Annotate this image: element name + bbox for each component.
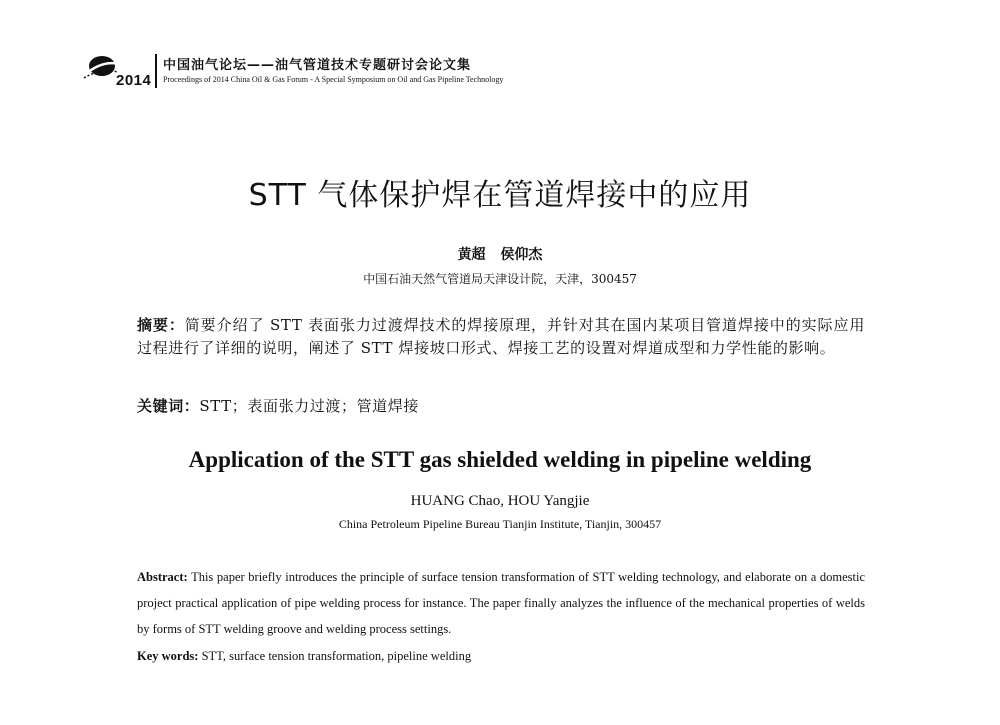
authors-cn: 黄超 侯仰杰 xyxy=(457,247,543,263)
abstract-cn xyxy=(137,314,865,360)
affiliation-en: China Petroleum Pipeline Bureau Tianjin Institute, Tianjin, 300457 xyxy=(338,517,662,531)
proceedings-header xyxy=(82,50,642,92)
header-divider xyxy=(155,54,157,88)
keywords-cn xyxy=(137,395,865,418)
abstract-text-cn: 简要介绍了 STT 表面张力过渡焊技术的焊接原理，并针对其在国内某项目管道焊接中的实际应用过程进行了详细的说明，阐述了 STT 焊接坡口形式、焊接工艺的设置对焊道成型和力学性能的影响。 xyxy=(137,316,865,357)
proceedings-year: 2014 xyxy=(116,72,152,89)
affiliation-cn: 中国石油天然气管道局天津设计院，天津，300457 xyxy=(363,272,637,286)
keywords-label-en: Key words: xyxy=(137,649,199,663)
keywords-text-cn: STT；表面张力过渡；管道焊接 xyxy=(199,397,419,415)
authors-en: HUANG Chao, HOU Yangjie xyxy=(410,493,590,509)
keywords-text-en: STT, surface tension transformation, pipeline welding xyxy=(201,649,472,663)
keywords-en xyxy=(137,646,865,666)
abstract-text-en: This paper briefly introduces the principle of surface tension transformation of STT welding technology, and elaborate on a domestic project practical application of pipe welding process for instance. The paper finally analyzes the influence of the mechanical properties of welds by forms of STT welding groove and welding process settings. xyxy=(137,570,865,636)
paper-title-cn: STT 气体保护焊在管道焊接中的应用 xyxy=(248,178,752,213)
abstract-label-en: Abstract: xyxy=(137,570,188,584)
abstract-label-cn: 摘要： xyxy=(137,316,185,334)
proceedings-title: 中国油气论坛——油气管道技术专题研讨会论文集 xyxy=(163,58,472,73)
abstract-en xyxy=(137,564,865,642)
proceedings-subtitle: Proceedings of 2014 China Oil & Gas Forum - A Special Symposium on Oil and Gas Pipeline Technology xyxy=(163,75,504,84)
paper-title-en: Application of the STT gas shielded welding in pipeline welding xyxy=(188,447,812,472)
keywords-label-cn: 关键词： xyxy=(137,397,200,415)
